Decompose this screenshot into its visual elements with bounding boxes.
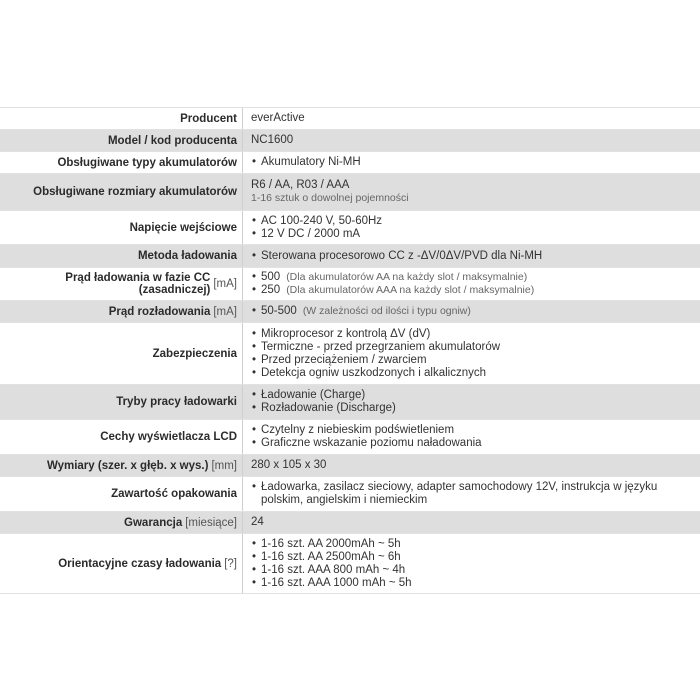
row-label: Zawartość opakowania: [0, 477, 243, 511]
row-label: Obsługiwane rozmiary akumulatorów: [0, 174, 243, 210]
row-note: 1-16 sztuk o dowolnej pojemności: [251, 192, 409, 204]
row-label: Zabezpieczenia: [0, 323, 243, 384]
list-item: • 50-500 (W zależności od ilości i typu ogniw): [251, 305, 692, 318]
row-value: [243, 477, 700, 511]
spec-row-battery-types: [0, 152, 700, 174]
spec-row-dimensions: [0, 455, 700, 477]
spec-row-protections: [0, 323, 700, 385]
list-item: • Przed przeciążeniem / zwarciem: [251, 354, 692, 367]
row-label: Napięcie wejściowe: [0, 211, 243, 244]
spec-row-lcd-features: [0, 420, 700, 455]
spec-row-warranty: [0, 512, 700, 534]
list-item: • Sterowana procesorowo CC z -ΔV/0ΔV/PVD dla Ni-MH: [251, 250, 692, 263]
list-item: • 1-16 szt. AA 2500mAh ~ 6h: [251, 551, 692, 564]
row-value: 280 x 105 x 30: [251, 459, 327, 471]
row-label: Obsługiwane typy akumulatorów: [0, 152, 243, 173]
spec-table: [0, 107, 700, 594]
row-label: Gwarancja [miesiące]: [0, 512, 243, 533]
row-label: Model / kod producenta: [0, 130, 243, 151]
list-item: • Graficzne wskazanie poziomu naładowania: [251, 437, 692, 450]
row-value: [243, 211, 700, 244]
list-item: • 1-16 szt. AA 2000mAh ~ 5h: [251, 538, 692, 551]
row-label: Cechy wyświetlacza LCD: [0, 420, 243, 454]
spec-row-package-contents: [0, 477, 700, 512]
row-label: Wymiary (szer. x głęb. x wys.) [mm]: [0, 455, 243, 476]
spec-row-input-voltage: [0, 211, 700, 245]
row-label: Metoda ładowania: [0, 245, 243, 267]
list-item: • 1-16 szt. AAA 800 mAh ~ 4h: [251, 564, 692, 577]
list-item: • Rozładowanie (Discharge): [251, 402, 692, 415]
row-value: [243, 268, 700, 300]
list-item: • Akumulatory Ni-MH: [251, 156, 692, 169]
list-item: • AC 100-240 V, 50-60Hz: [251, 215, 692, 228]
list-item: • 500 (Dla akumulatorów AA na każdy slot / maksymalnie): [251, 271, 692, 284]
spec-row-discharge-current: [0, 301, 700, 323]
list-item: • Czytelny z niebieskim podświetleniem: [251, 424, 692, 437]
row-value: [243, 534, 700, 593]
row-value: [243, 323, 700, 384]
spec-row-charging-method: [0, 245, 700, 268]
row-value: [243, 301, 700, 322]
spec-row-charging-times: [0, 534, 700, 594]
row-value: [243, 385, 700, 419]
list-item: • Mikroprocesor z kontrolą ΔV (dV): [251, 328, 692, 341]
list-item: • 250 (Dla akumulatorów AAA na każdy slot / maksymalnie): [251, 284, 692, 297]
spec-row-model: [0, 130, 700, 152]
row-value: [243, 245, 700, 267]
list-item: • Ładowarka, zasilacz sieciowy, adapter samochodowy 12V, instrukcja w języku polskim, angielskim i niemieckim: [251, 481, 692, 507]
list-item: • Detekcja ogniw uszkodzonych i alkalicznych: [251, 367, 692, 380]
row-value: [243, 152, 700, 173]
spec-row-battery-sizes: [0, 174, 700, 211]
row-value: everActive: [251, 112, 305, 124]
spec-row-producer: [0, 108, 700, 130]
list-item: • Ładowanie (Charge): [251, 389, 692, 402]
row-label: Orientacyjne czasy ładowania [?]: [0, 534, 243, 593]
list-item: • 12 V DC / 2000 mA: [251, 228, 692, 241]
row-value: [243, 420, 700, 454]
row-label: Producent: [0, 108, 243, 129]
list-item: • 1-16 szt. AAA 1000 mAh ~ 5h: [251, 577, 692, 590]
row-value: 24: [251, 516, 264, 528]
row-label: Prąd rozładowania [mA]: [0, 301, 243, 322]
row-label: Tryby pracy ładowarki: [0, 385, 243, 419]
row-value: NC1600: [251, 134, 294, 146]
row-value: R6 / AA, R03 / AAA 1-16 sztuk o dowolnej pojemności: [243, 174, 700, 210]
row-label: Prąd ładowania w fazie CC (zasadniczej) [mA]: [0, 268, 243, 300]
spec-row-charge-current: [0, 268, 700, 301]
spec-row-charger-modes: [0, 385, 700, 420]
list-item: • Termiczne - przed przegrzaniem akumulatorów: [251, 341, 692, 354]
